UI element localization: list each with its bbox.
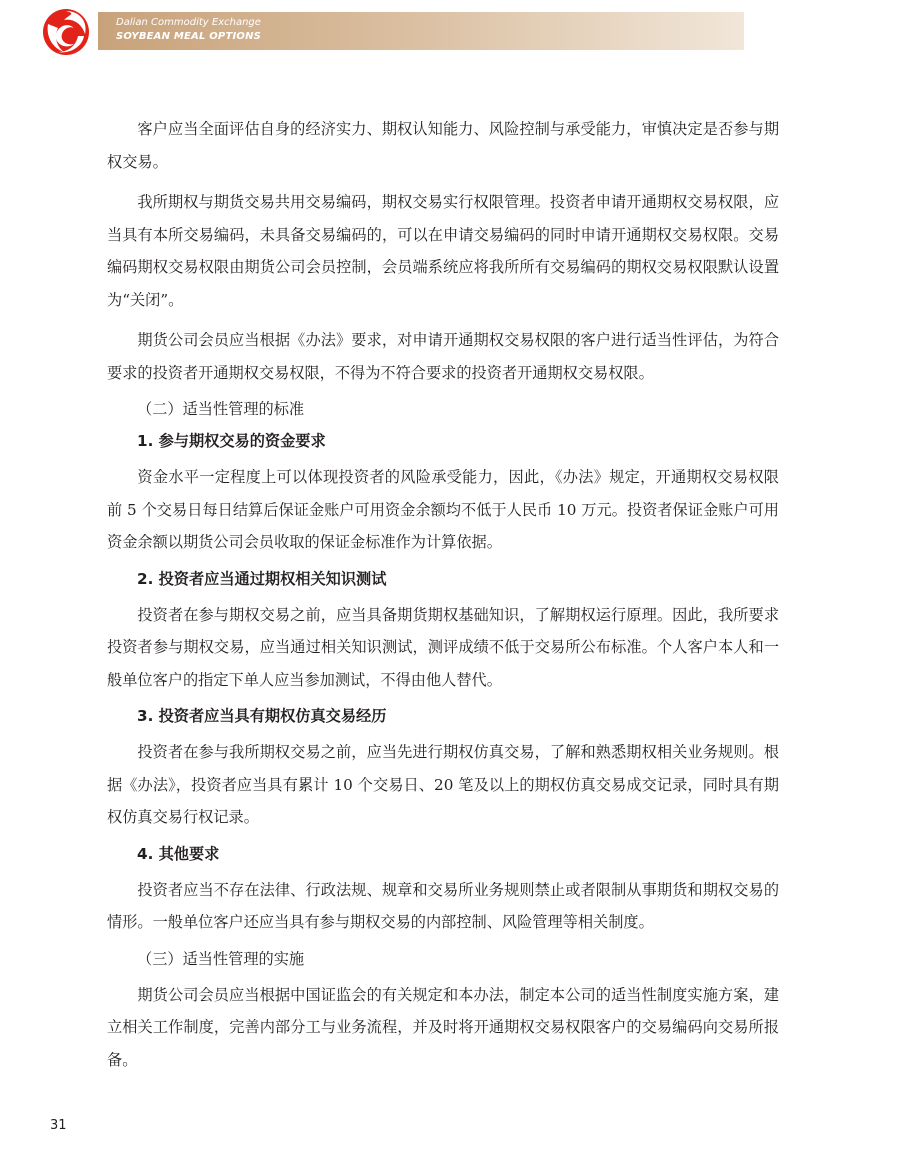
paragraph-8: 期货公司会员应当根据中国证监会的有关规定和本办法，制定本公司的适当性制度实施方案，建立相关工作制度，完善内部分工与业务流程，并及时将开通期权交易权限客户的交易编码向交易所报备。	[107, 985, 779, 1069]
paragraph-5: 投资者在参与期权交易之前，应当具备期货期权基础知识，了解期权运行原理。因此，我所要求投资者参与期权交易，应当通过相关知识测试，测评成绩不低于交易所公布标准。个人客户本人和一般单位客户的指定下单人应当参加测试，不得由他人替代。	[107, 605, 779, 689]
paragraph-6: 投资者在参与我所期权交易之前，应当先进行期权仿真交易，了解和熟悉期权相关业务规则。根据《办法》，投资者应当具有累计 10 个交易日、20 笔及以上的期权仿真交易成交记录，同时具有期权仿真交易行权记录。	[107, 743, 779, 826]
paragraph-3: 期货公司会员应当根据《办法》要求，对申请开通期权交易权限的客户进行适当性评估，为符合要求的投资者开通期权交易权限，不得为不符合要求的投资者开通期权交易权限。	[107, 331, 779, 382]
document-body	[107, 113, 779, 1084]
subheading-knowledge-test: 2. 投资者应当通过期权相关知识测试	[137, 569, 387, 588]
dce-logo-icon	[40, 6, 92, 58]
page-number: 31	[50, 1118, 67, 1133]
subheading-other-requirements: 4. 其他要求	[137, 844, 220, 863]
subheading-capital-requirement: 1. 参与期权交易的资金要求	[137, 432, 326, 450]
header-title	[116, 16, 261, 44]
product-name: SOYBEAN MEAL OPTIONS	[116, 31, 262, 42]
subheading-simulated-trading: 3. 投资者应当具有期权仿真交易经历	[137, 707, 387, 725]
section-heading-3: （三）适当性管理的实施	[137, 949, 305, 968]
paragraph-4: 资金水平一定程度上可以体现投资者的风险承受能力，因此，《办法》规定，开通期权交易权限前 5 个交易日每日结算后保证金账户可用资金余额均不低于人民币 10 万元。投资者保证金账户可用资金余额以期货公司会员收取的保证金标准作为计算依据。	[107, 468, 779, 551]
paragraph-2: 我所期权与期货交易共用交易编码，期权交易实行权限管理。投资者申请开通期权交易权限，应当具有本所交易编码，未具备交易编码的，可以在申请交易编码的同时申请开通期权交易权限。交易编码期权交易权限由期货公司会员控制，会员端系统应将我所所有交易编码的期权交易权限默认设置为“关闭”。	[107, 193, 779, 309]
section-heading-2: （二）适当性管理的标准	[137, 400, 305, 418]
paragraph-7: 投资者应当不存在法律、行政法规、规章和交易所业务规则禁止或者限制从事期货和期权交易的情形。一般单位客户还应当具有参与期权交易的内部控制、风险管理等相关制度。	[107, 880, 779, 931]
paragraph-1: 客户应当全面评估自身的经济实力、期权认知能力、风险控制与承受能力，审慎决定是否参与期权交易。	[107, 120, 779, 171]
exchange-name: Dalian Commodity Exchange	[116, 17, 261, 28]
